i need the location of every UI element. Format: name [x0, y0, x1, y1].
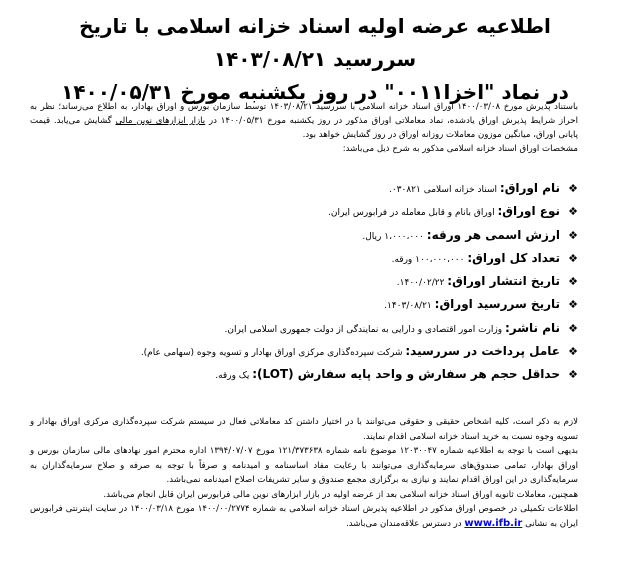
- diamond-bullet-icon: ❖: [568, 321, 578, 335]
- ifb-website-link[interactable]: www.ifb.ir: [464, 517, 523, 529]
- market-name-underlined: بازار ابزارهای نوین مالی: [115, 116, 206, 126]
- spec-value: اوراق بانام و قابل معامله در فرابورس ایران.: [328, 208, 498, 219]
- spec-item: [140, 229, 578, 252]
- paragraph-trading-code: لازم به ذکر است، کلیه اشخاص حقیقی و حقوقی می‌توانند با در اختیار داشتن کد معاملاتی فعال در سیستم شرکت سپرده‌گذاری مرکزی اوراق بهادار و تسویه وجوه نسبت به خرید اسناد خزانه اسلامی اقدام نمایند.: [30, 417, 578, 442]
- spec-label: نام اوراق:: [499, 181, 560, 195]
- diamond-bullet-icon: ❖: [568, 228, 578, 242]
- announcement-title: [40, 10, 590, 109]
- diamond-bullet-icon: ❖: [568, 368, 578, 382]
- spec-value: ۱۰۰،۰۰۰،۰۰۰ ورقه.: [391, 254, 468, 265]
- paragraph-funds: بدیهی است با توجه به اطلاعیه شماره ۱۲۰۳۰۰۴۷ موضوع نامه شماره ۱۲۱/۳۷۳۶۳۸ مورخ ۱۳۹۴/۰۷/۰۷ اداره محترم امور نهادهای مالی سازمان بورس و اوراق بهادار، تمامی صندوق‌های سرمایه‌گذاری می‌توانند با رعایت مفاد اساسنامه و امیدنامه و صرفاً با توجه به صرفه و صلاح سرمایه‌گذاران به سرمایه‌گذاری در این اوراق اقدام نمایند و نیازی به برگزاری مجمع صندوق و سایر تشریفات اصلاح امیدنامه نمی‌باشد.: [30, 446, 578, 485]
- spec-value: وزارت امور اقتصادی و دارایی به نمایندگی از دولت جمهوری اسلامی ایران.: [224, 324, 505, 335]
- spec-item: [140, 345, 578, 368]
- spec-label: تعداد کل اوراق:: [467, 250, 560, 265]
- spec-label: حداقل حجم هر سفارش و واحد پایه سفارش (LOT):: [252, 367, 560, 382]
- spec-value: یک ورقه.: [215, 371, 253, 382]
- spec-value: اسناد خزانه اسلامی ۰۳۰۸۲۱.: [388, 185, 500, 195]
- more-info-tail: در دسترس علاقه‌مندان می‌باشد.: [346, 518, 465, 529]
- spec-item: [140, 182, 578, 205]
- spec-item: [140, 322, 578, 345]
- spec-item: [140, 205, 578, 228]
- diamond-bullet-icon: ❖: [568, 182, 578, 195]
- spec-label: تاریخ سررسید اوراق:: [434, 297, 560, 312]
- spec-item: [140, 298, 578, 321]
- spec-value: ۱۴۰۳/۰۸/۲۱.: [384, 301, 435, 312]
- spec-label: ارزش اسمی هر ورقه:: [426, 227, 560, 242]
- spec-value: ۱،۰۰۰،۰۰۰ ریال.: [362, 231, 427, 242]
- spec-label: تاریخ انتشار اوراق:: [447, 274, 560, 289]
- title-line-2: در نماد "اخزا۰۰۱۱" در روز یکشنبه مورخ ۱۴۰۰/۰۵/۳۱: [61, 80, 569, 104]
- spec-item: [140, 275, 578, 298]
- intro-text: [30, 100, 578, 142]
- diamond-bullet-icon: ❖: [568, 345, 578, 359]
- spec-label: نوع اوراق:: [497, 204, 560, 219]
- paragraph-secondary-trading: همچنین، معاملات ثانویه اوراق اسناد خزانه اسلامی بعد از عرضه اولیه در بازار ابزارهای نوین مالی فرابورس ایران قابل انجام می‌باشد.: [103, 489, 578, 500]
- more-info-text: اطلاعات تکمیلی در خصوص اوراق مذکور در اطلاعیه پذیرش اسناد خزانه اسلامی به شماره ۱۴۰۰/۰۰/۲۷۷۴ مورخ ۱۴۰۰/۰۳/۱۸ در سایت اینترنتی فرابورس ایران به نشانی: [30, 504, 578, 529]
- paragraph-more-info: [30, 502, 578, 531]
- diamond-bullet-icon: ❖: [568, 298, 578, 312]
- diamond-bullet-icon: ❖: [568, 275, 578, 289]
- intro-part-2: گشایش می‌یابد. قیمت پایانی اوراق، میانگین موزون معاملات روزانه اوراق در روز گشایش خواهد بود.: [30, 116, 578, 140]
- spec-list: [140, 182, 578, 392]
- spec-label: عامل پرداخت در سررسید:: [405, 344, 560, 359]
- title-line-1: اطلاعیه عرضه اولیه اسناد خزانه اسلامی با تاریخ سررسید ۱۴۰۳/۰۸/۲۱: [79, 14, 551, 71]
- spec-value: ۱۴۰۰/۰۲/۲۲.: [396, 278, 448, 289]
- spec-label: نام ناشر:: [504, 320, 560, 335]
- diamond-bullet-icon: ❖: [568, 205, 578, 219]
- body-paragraphs: [30, 415, 578, 531]
- spec-item: [140, 252, 578, 275]
- spec-item: [140, 368, 578, 391]
- spec-value: شرکت سپرده‌گذاری مرکزی اوراق بهادار و تسویه وجوه (سهامی عام).: [140, 348, 406, 359]
- intro-part-1: باستناد پذیرش مورخ ۱۴۰۰/۰۳/۰۸ اوراق اسناد خزانه اسلامی با سررسید ۱۴۰۳/۰۸/۲۱ توسط سازمان بورس و اوراق بهادار، به اطلاع می‌رساند؛ نظر به احراز شرایط پذیرش اوراق یادشده، نماد معاملاتی اوراق مذکور در روز یکشنبه مورخ ۱۴۰۰/۰۵/۳۱ در: [30, 102, 579, 126]
- diamond-bullet-icon: ❖: [568, 251, 578, 265]
- intro-paragraph: [30, 100, 578, 156]
- specs-heading: مشخصات اوراق اسناد خزانه اسلامی مذکور به شرح ذیل می‌باشد:: [342, 144, 578, 154]
